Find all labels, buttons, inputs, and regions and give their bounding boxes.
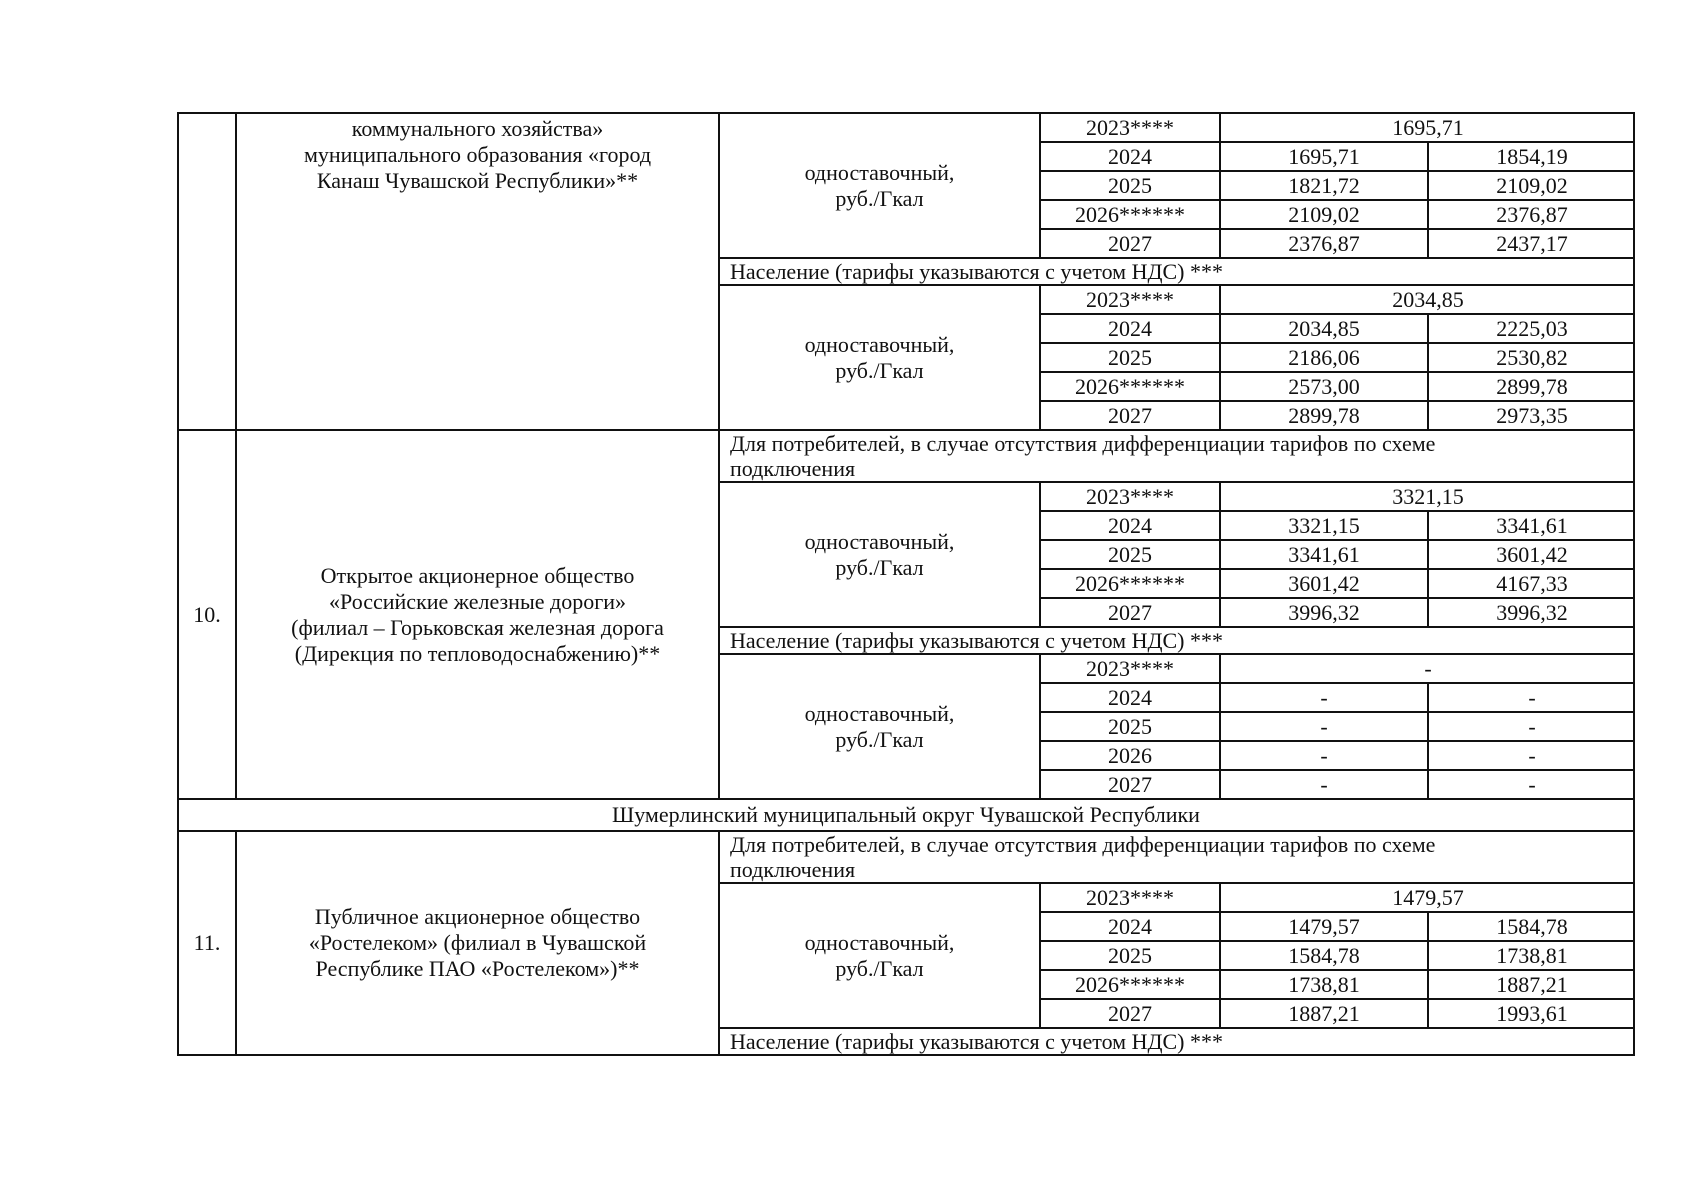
value-cell: 1887,21 (1220, 999, 1428, 1027)
year-cell: 2025 (1040, 171, 1220, 200)
year-cell: 2026****** (1040, 970, 1220, 999)
year-cell: 2026 (1040, 741, 1220, 770)
value-cell: 2109,02 (1428, 171, 1635, 200)
org-name-line: Республике ПАО «Ростелеком»)** (315, 956, 640, 981)
population-label: Население (тарифы указываются с учетом НДС) *** (720, 626, 1633, 653)
year-cell: 2023**** (1040, 285, 1220, 314)
value-cell: 1695,71 (1220, 114, 1635, 142)
year-cell: 2025 (1040, 540, 1220, 569)
tariff-type: одноставочный, руб./Гкал (804, 159, 955, 211)
value-cell: 1887,21 (1428, 970, 1635, 999)
tariff-cell (719, 831, 1634, 1055)
value-cell: 1821,72 (1220, 171, 1428, 200)
org-name (236, 430, 719, 799)
org-row-10 (178, 430, 1634, 799)
year-cell: 2027 (1040, 401, 1220, 429)
year-cell: 2024 (1040, 912, 1220, 941)
region-row (178, 799, 1634, 831)
org-row-9 (178, 113, 1634, 430)
population-label: Население (тарифы указываются с учетом НДС) *** (720, 257, 1633, 284)
value-cell: 2034,85 (1220, 314, 1428, 343)
value-cell: 3601,42 (1220, 569, 1428, 598)
org-name-line: (филиал – Горьковская железная дорога (291, 614, 664, 640)
value-cell: - (1220, 741, 1428, 770)
value-cell: 2376,87 (1428, 200, 1635, 229)
org-name-line: Публичное акционерное общество (314, 904, 641, 929)
value-cell: 1738,81 (1220, 970, 1428, 999)
year-cell: 2027 (1040, 999, 1220, 1027)
consumers-label: Для потребителей, в случае отсутствия дифференциации тарифов по схеме подключения (730, 431, 1436, 481)
value-cell: - (1220, 683, 1428, 712)
year-cell: 2024 (1040, 511, 1220, 540)
value-cell: 3341,61 (1428, 511, 1635, 540)
org-name-line: муниципального образования «город (303, 142, 652, 167)
tariff-cell (719, 113, 1634, 430)
population-label: Население (тарифы указываются с учетом НДС) *** (720, 1027, 1633, 1054)
year-cell: 2023**** (1040, 883, 1220, 912)
value-cell: 1854,19 (1428, 142, 1635, 171)
value-cell: 2899,78 (1220, 401, 1428, 429)
year-cell: 2027 (1040, 229, 1220, 257)
org-name-line: «Российские железные дороги» (329, 588, 626, 614)
value-cell: 3601,42 (1428, 540, 1635, 569)
org-name-line: Канаш Чувашской Республики»** (316, 168, 639, 193)
value-cell: - (1220, 770, 1428, 798)
row-number: 10. (178, 430, 236, 799)
value-cell: 4167,33 (1428, 569, 1635, 598)
value-cell: 2530,82 (1428, 343, 1635, 372)
tariff-block (720, 284, 1635, 429)
value-cell: - (1220, 712, 1428, 741)
value-cell: - (1220, 654, 1635, 683)
tariff-block (720, 882, 1635, 1027)
value-cell: 1993,61 (1428, 999, 1635, 1027)
year-cell: 2027 (1040, 770, 1220, 798)
region-header: Шумерлинский муниципальный округ Чувашской Республики (178, 799, 1634, 831)
value-cell: 2186,06 (1220, 343, 1428, 372)
consumers-label: Для потребителей, в случае отсутствия дифференциации тарифов по схеме подключения (730, 832, 1436, 882)
year-cell: 2024 (1040, 683, 1220, 712)
tariff-type: одноставочный, руб./Гкал (804, 331, 955, 383)
year-cell: 2023**** (1040, 114, 1220, 142)
value-cell: 3341,61 (1220, 540, 1428, 569)
org-name (236, 831, 719, 1055)
year-cell: 2026****** (1040, 200, 1220, 229)
org-name-line: Открытое акционерное общество (320, 562, 635, 588)
org-name-line: коммунального хозяйства» (351, 116, 604, 141)
value-cell: 2376,87 (1220, 229, 1428, 257)
org-name (236, 113, 719, 430)
tariff-block (720, 114, 1635, 257)
year-cell: 2024 (1040, 142, 1220, 171)
value-cell: 2034,85 (1220, 285, 1635, 314)
value-cell: 1584,78 (1220, 941, 1428, 970)
value-cell: 2109,02 (1220, 200, 1428, 229)
org-row-11 (178, 831, 1634, 1055)
row-number: 11. (178, 831, 236, 1055)
tariff-type: одноставочный, руб./Гкал (804, 528, 955, 580)
value-cell: 2899,78 (1428, 372, 1635, 401)
value-cell: 3321,15 (1220, 511, 1428, 540)
value-cell: - (1428, 770, 1635, 798)
org-name-line: (Дирекция по тепловодоснабжению)** (294, 640, 661, 666)
value-cell: 1584,78 (1428, 912, 1635, 941)
value-cell: 1738,81 (1428, 941, 1635, 970)
year-cell: 2025 (1040, 941, 1220, 970)
year-cell: 2027 (1040, 598, 1220, 626)
value-cell: 3321,15 (1220, 482, 1635, 511)
tariff-type: одноставочный, руб./Гкал (804, 700, 955, 752)
tariff-type: одноставочный, руб./Гкал (804, 929, 955, 981)
year-cell: 2025 (1040, 343, 1220, 372)
year-cell: 2024 (1040, 314, 1220, 343)
value-cell: 3996,32 (1220, 598, 1428, 626)
row-number (178, 113, 236, 430)
year-cell: 2026****** (1040, 372, 1220, 401)
year-cell: 2026****** (1040, 569, 1220, 598)
tariff-block (720, 653, 1635, 798)
tariff-cell (719, 430, 1634, 799)
value-cell: 2973,35 (1428, 401, 1635, 429)
value-cell: 2225,03 (1428, 314, 1635, 343)
value-cell: 3996,32 (1428, 598, 1635, 626)
year-cell: 2023**** (1040, 482, 1220, 511)
org-name-line: «Ростелеком» (филиал в Чувашской (308, 930, 647, 955)
value-cell: - (1428, 712, 1635, 741)
tariff-block (720, 481, 1635, 626)
year-cell: 2023**** (1040, 654, 1220, 683)
value-cell: 2573,00 (1220, 372, 1428, 401)
value-cell: - (1428, 741, 1635, 770)
value-cell: 1695,71 (1220, 142, 1428, 171)
value-cell: - (1428, 683, 1635, 712)
value-cell: 1479,57 (1220, 912, 1428, 941)
tariff-table (177, 112, 1635, 1056)
value-cell: 2437,17 (1428, 229, 1635, 257)
year-cell: 2025 (1040, 712, 1220, 741)
value-cell: 1479,57 (1220, 883, 1635, 912)
